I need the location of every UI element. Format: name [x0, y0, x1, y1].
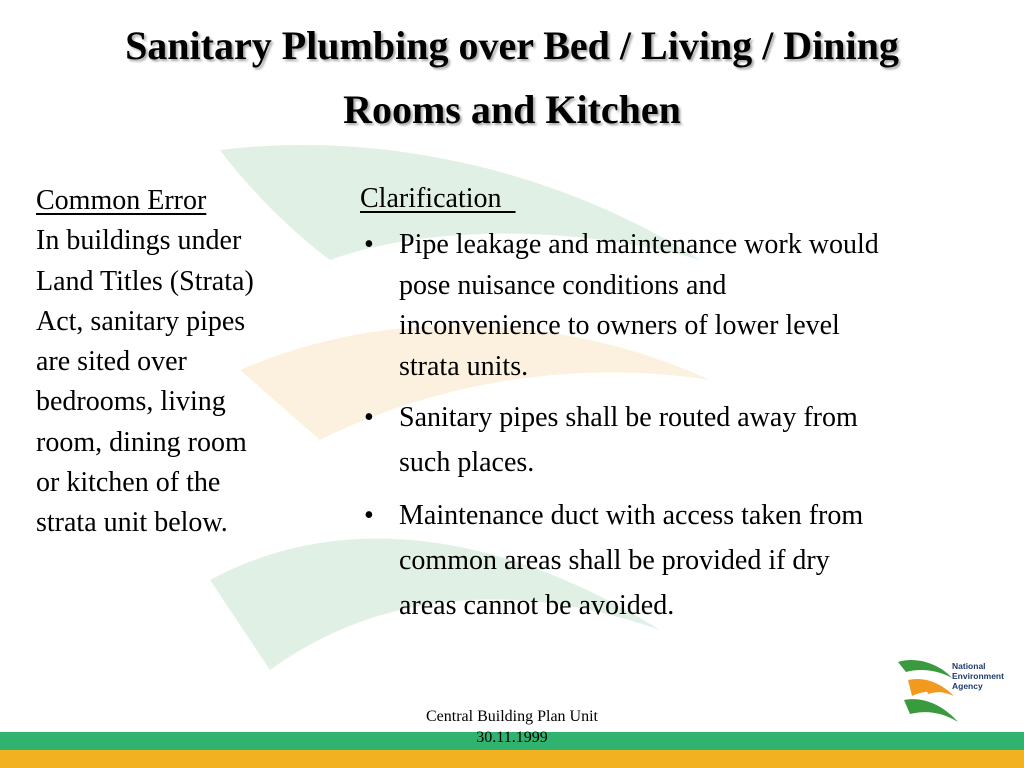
common-error-line: Land Titles (Strata): [36, 265, 254, 297]
slide-title: [0, 14, 1024, 142]
bullet-line: strata units.: [399, 350, 529, 382]
footer-date: 30.11.1999: [476, 729, 548, 746]
bullet-line: areas cannot be avoided.: [399, 590, 675, 621]
logo-line: Environment: [952, 671, 1004, 681]
footer: [362, 706, 662, 748]
logo-line: Agency: [952, 681, 983, 691]
bullet-line: inconvenience to owners of lower level: [399, 310, 840, 341]
common-error-line: room, dining room: [36, 426, 247, 458]
bullet-line: Sanitary pipes shall be routed away from: [399, 402, 858, 433]
common-error-line: In buildings under: [36, 225, 242, 257]
bullet-icon: •: [364, 500, 374, 531]
bullet-line: pose nuisance conditions and: [399, 269, 727, 301]
clarification-bullet: [360, 493, 1000, 628]
clarification-bullet: [360, 225, 1000, 387]
clarification-heading: Clarification: [360, 183, 516, 214]
logo-line: National: [952, 661, 986, 671]
bullet-icon: •: [364, 229, 374, 260]
title-line-1: Sanitary Plumbing over Bed / Living / Dining: [125, 23, 899, 68]
clarification-section: [360, 181, 1000, 628]
common-error-line: bedrooms, living: [36, 386, 226, 418]
footer-unit: Central Building Plan Unit: [426, 708, 598, 725]
common-error-line: or kitchen of the: [36, 467, 221, 499]
clarification-list: [360, 225, 1000, 628]
common-error-line: strata unit below.: [36, 507, 228, 539]
footer-band-orange: [0, 750, 1024, 768]
bullet-line: such places.: [399, 447, 535, 478]
bullet-icon: •: [364, 402, 374, 433]
common-error-section: [36, 181, 336, 544]
bullet-line: Maintenance duct with access taken from: [399, 500, 864, 531]
nea-logo-text: [952, 661, 1024, 691]
bullet-line: common areas shall be provided if dry: [399, 545, 830, 576]
common-error-line: are sited over: [36, 346, 187, 378]
title-line-2: Rooms and Kitchen: [343, 87, 681, 132]
common-error-heading: Common Error: [36, 185, 207, 216]
bullet-line: Pipe leakage and maintenance work would: [399, 229, 879, 260]
common-error-line: Act, sanitary pipes: [36, 305, 246, 337]
clarification-bullet: [360, 395, 1000, 485]
